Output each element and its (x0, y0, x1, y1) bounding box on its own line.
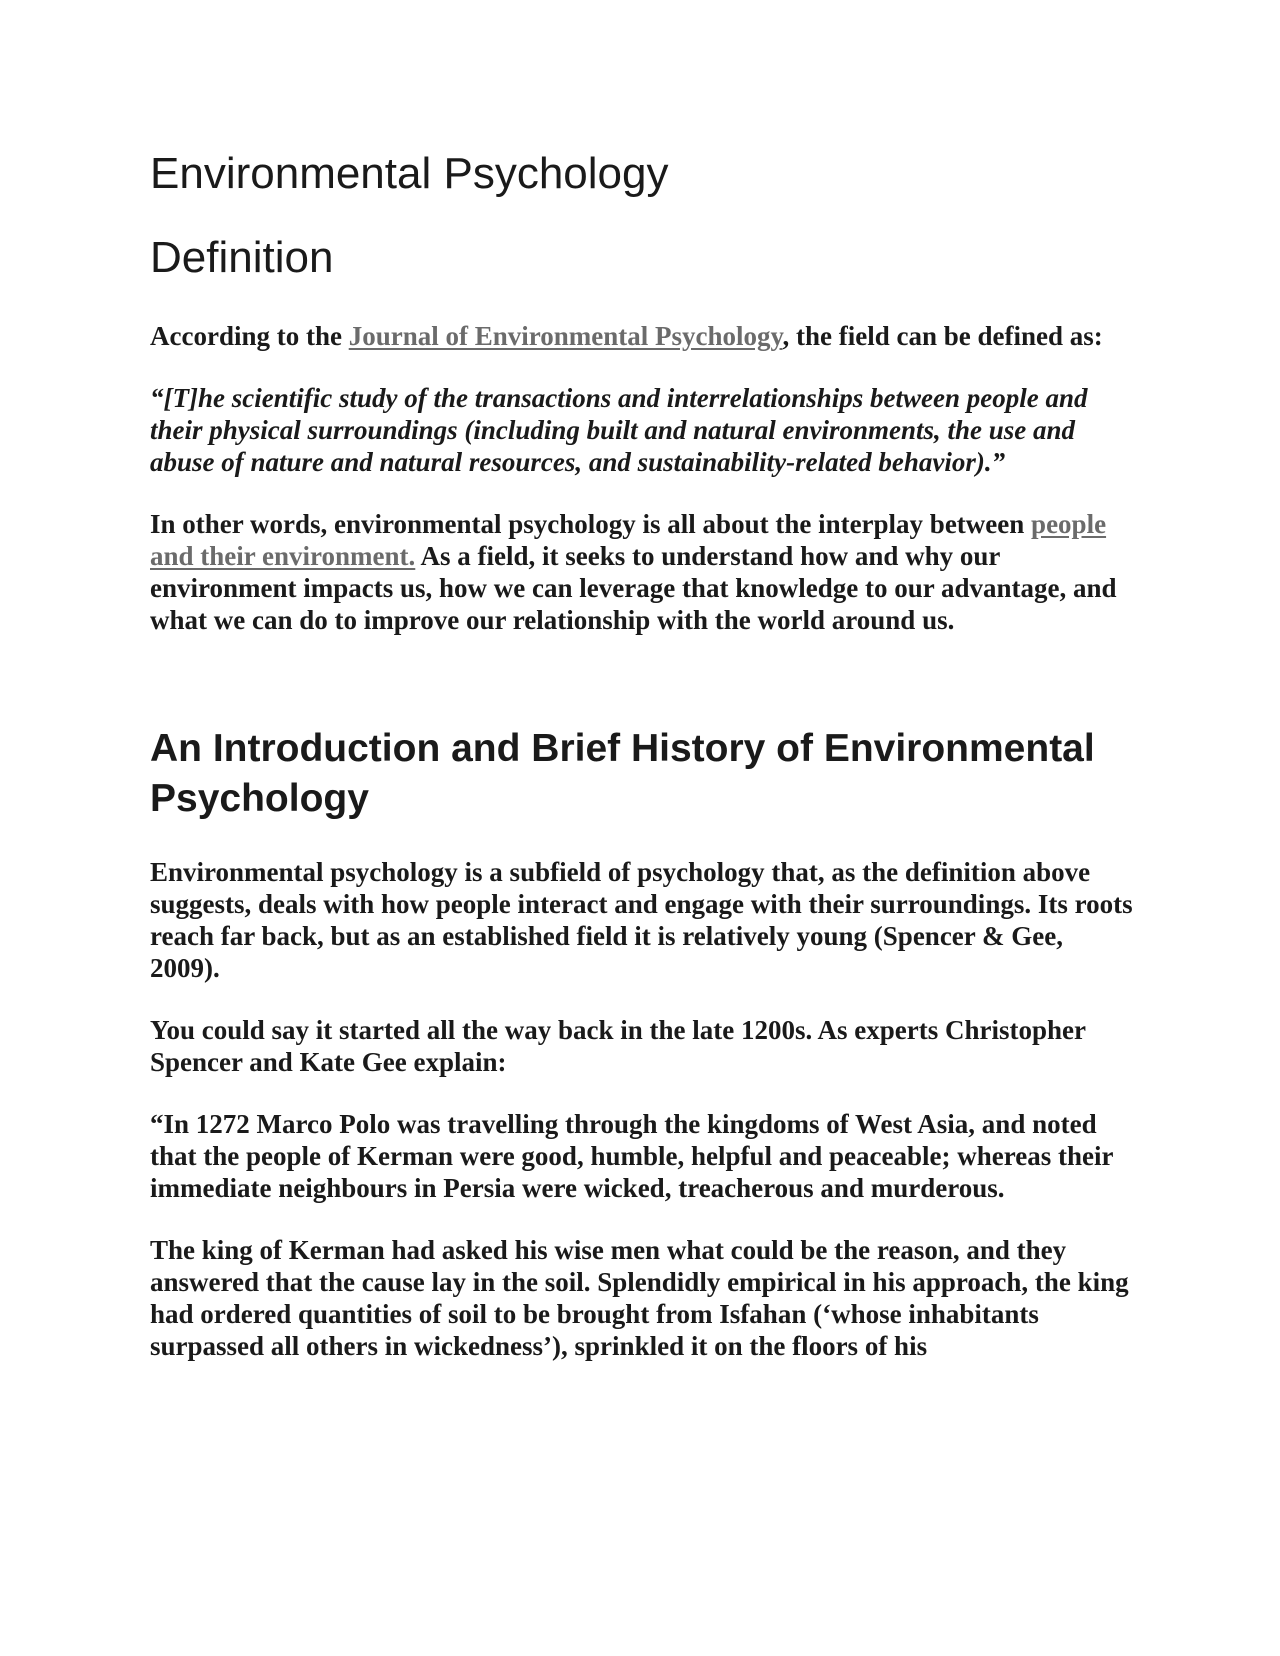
definition-quote: “[T]he scientific study of the transactions and interrelationships between people and their physical surroundings (including built and natural environments, the use and abuse of nature and natural resources, and sustainability-related behavior).” (150, 383, 1088, 477)
people-environment-link[interactable]: people and their environment. (150, 509, 1107, 571)
intro-text-after: , the field can be defined as: (782, 321, 1103, 351)
document-body (150, 148, 1135, 1392)
page-title: Environmental Psychology (150, 149, 669, 198)
subfield-paragraph: Environmental psychology is a subfield of psychology that, as the definition above suggests, deals with how people interact and engage with their surroundings. Its roots reach far back, but as an established field it is relatively young (Spencer & Gee, 2009). (150, 857, 1133, 983)
other-words-text-after: As a field, it seeks to understand how and why our environment impacts us, how we can leverage that knowledge to our advantage, and what we can do to improve our relationship with the world around us. (150, 541, 1117, 635)
other-words-paragraph (150, 508, 1135, 636)
history-section-heading: An Introduction and Brief History of Environmental Psychology (150, 727, 1095, 820)
late-1200s-paragraph: You could say it started all the way back in the late 1200s. As experts Christopher Spencer and Kate Gee explain: (150, 1015, 1086, 1077)
marco-polo-paragraph: “In 1272 Marco Polo was travelling through the kingdoms of West Asia, and noted that the people of Kerman were good, humble, helpful and peaceable; whereas their immediate neighbours in Persia were wicked, treacherous and murderous. (150, 1109, 1113, 1203)
intro-text-before: According to the (150, 321, 349, 351)
journal-link[interactable]: Journal of Environmental Psychology (348, 321, 783, 351)
definition-heading: Definition (150, 233, 334, 282)
definition-intro-paragraph (150, 320, 1135, 352)
other-words-text-before: In other words, environmental psychology is all about the interplay between (150, 509, 1032, 539)
king-of-kerman-paragraph: The king of Kerman had asked his wise men what could be the reason, and they answered that the cause lay in the soil. Splendidly empirical in his approach, the king had ordered quantities of soil to be brought from Isfahan (‘whose inhabitants surpassed all others in wickedness’), sprinkled it on the floors of his (150, 1235, 1129, 1361)
